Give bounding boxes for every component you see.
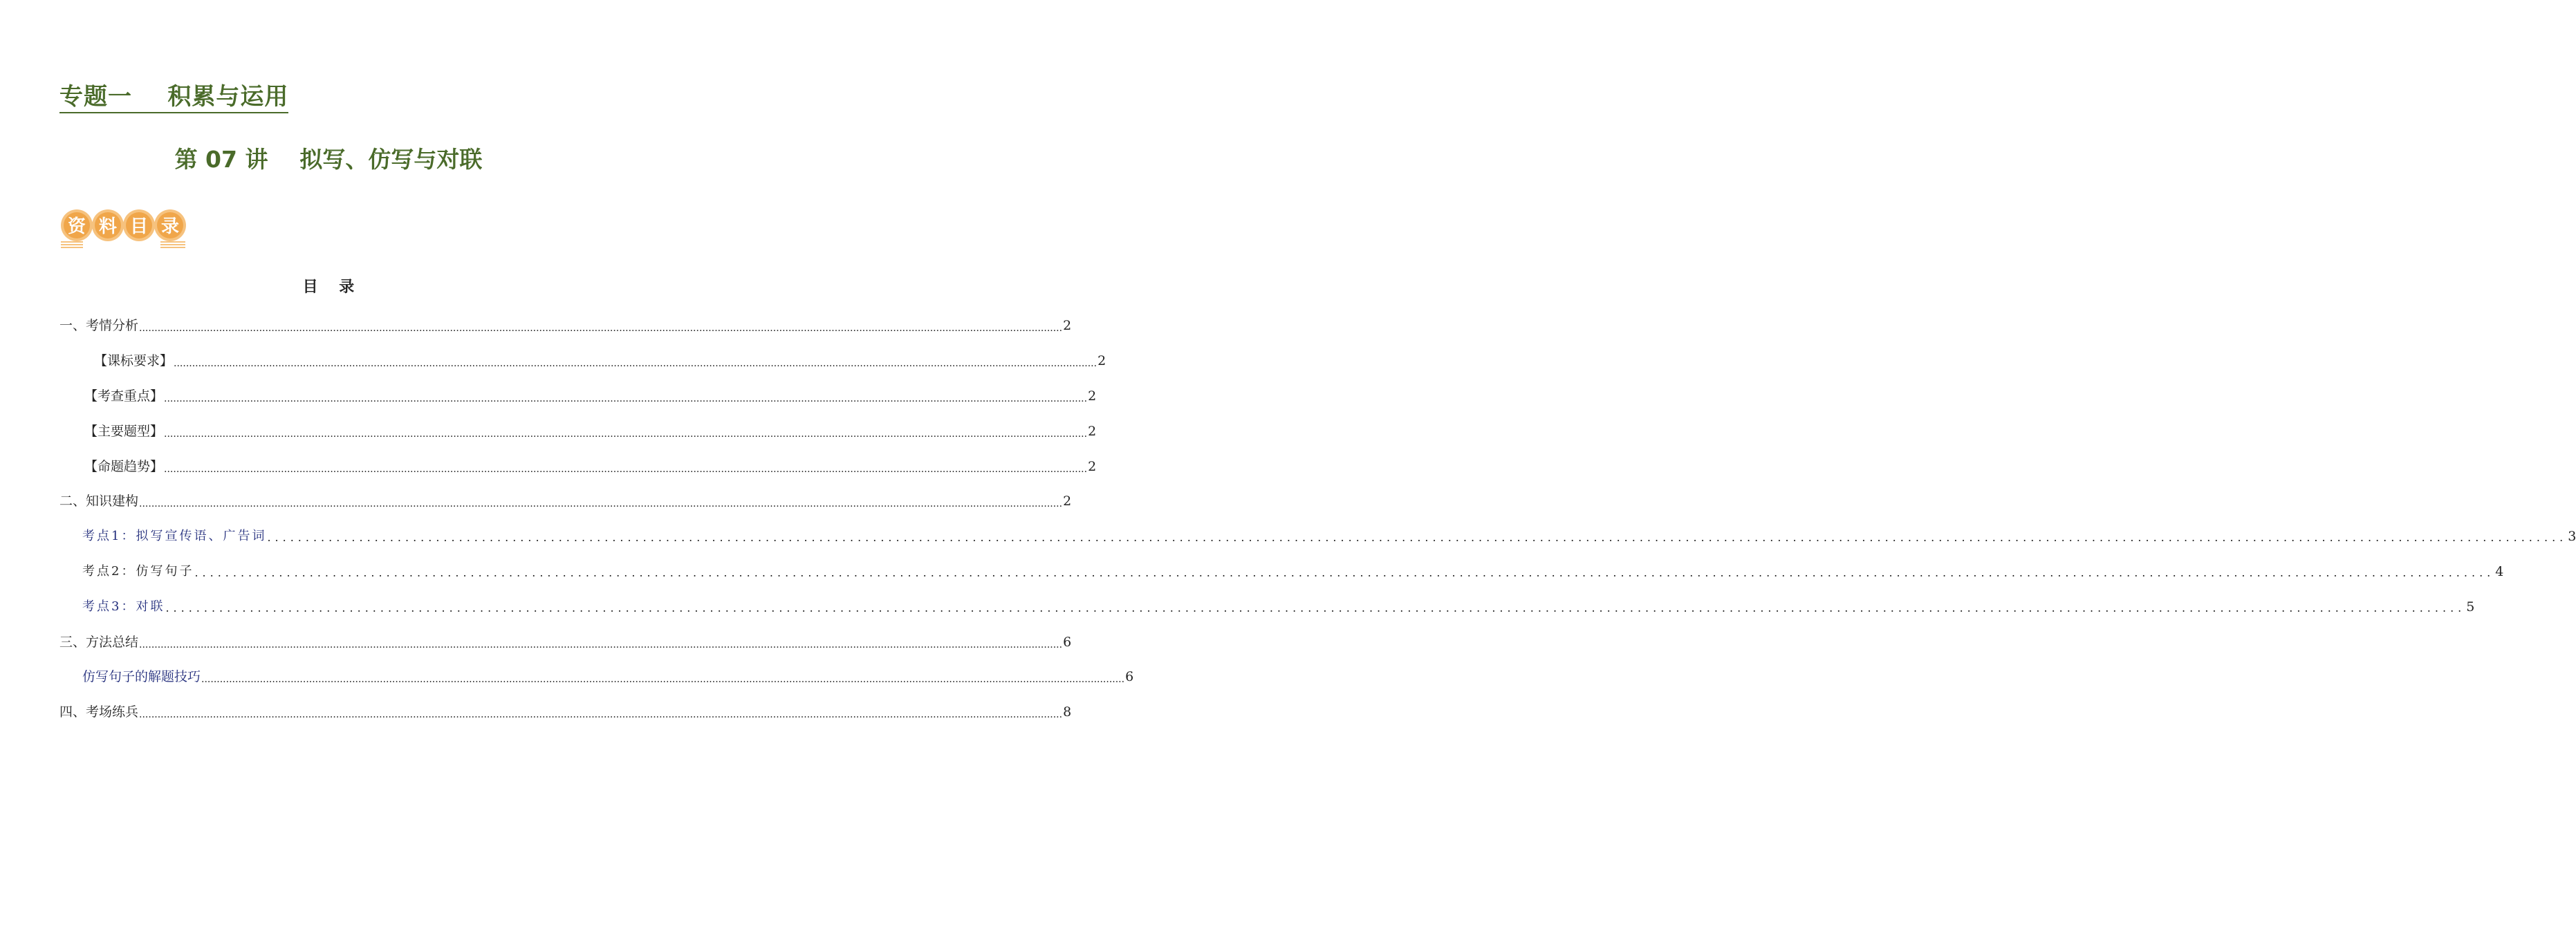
toc-entry-label: 【主要题型】 xyxy=(84,423,164,439)
toc-page-number: 2 xyxy=(1088,458,1097,474)
badge-char-2: 料 xyxy=(98,216,118,237)
badge-char-1: 资 xyxy=(67,216,86,237)
toc-page-number: 2 xyxy=(1097,353,1106,369)
toc-entry-label: 仿写句子的解题技巧 xyxy=(82,669,201,685)
toc-page-number: 6 xyxy=(1063,634,1072,650)
toc-page-number: 8 xyxy=(1063,704,1072,720)
badge-circle-2 xyxy=(92,209,124,241)
toc-page-number: 2 xyxy=(1088,388,1097,404)
toc-entry-label: 【课标要求】 xyxy=(94,353,174,369)
toc-entry-kaodian-3[interactable] xyxy=(59,589,2475,624)
toc-entry-label: 考点3：对联 xyxy=(82,599,165,614)
toc-page-number: 2 xyxy=(1063,318,1072,334)
toc-entry-label: 三、方法总结 xyxy=(59,634,139,650)
toc-entry-zhishi[interactable] xyxy=(59,484,1072,519)
toc-page-number: 6 xyxy=(1125,669,1134,685)
badge-circle-1 xyxy=(61,209,93,241)
badge-char-4: 录 xyxy=(160,216,180,237)
toc-page-number: 5 xyxy=(2466,599,2475,614)
badge-underline-right xyxy=(160,242,185,247)
toc-entry-lianbing[interactable] xyxy=(59,695,1072,730)
table-of-contents xyxy=(59,308,2576,730)
toc-leader-dots: ............................................................................................................................................................................................................................................................................................................ xyxy=(164,463,1088,475)
badge-char-3: 目 xyxy=(129,216,149,237)
toc-heading: 目 录 xyxy=(302,278,355,296)
toc-page-number: 2 xyxy=(1063,494,1072,509)
toc-entry-label: 【考查重点】 xyxy=(84,388,164,404)
toc-entry-label: 一、考情分析 xyxy=(59,318,139,334)
toc-leader-dots: ............................................................................................................................................................................................................................................................................................................ xyxy=(174,358,1097,370)
topic-title: 专题一 积累与运用 xyxy=(59,83,288,113)
toc-page-number: 2 xyxy=(1088,423,1097,439)
toc-leader-dots: ............................................................................................................................................................................................................................................................................................................ xyxy=(139,498,1063,510)
toc-entry-tixing[interactable] xyxy=(59,413,1097,449)
toc-entry-kaodian-1[interactable] xyxy=(59,519,2576,554)
toc-entry-label: 考点1：拟写宣传语、广告词 xyxy=(82,529,267,544)
toc-leader-dots: ............................................................................................................................................................................................................................................................................................................ xyxy=(267,531,2568,545)
badge-circle-3 xyxy=(123,209,155,241)
toc-entry-kebiao[interactable] xyxy=(59,344,1106,379)
badge-circle-4 xyxy=(154,209,186,241)
toc-entry-kaodian-2[interactable] xyxy=(59,554,2504,590)
badge-underline-left xyxy=(61,242,83,247)
toc-page-number: 3 xyxy=(2568,529,2576,545)
toc-leader-dots: ............................................................................................................................................................................................................................................................................................................ xyxy=(139,709,1063,721)
toc-leader-dots: ............................................................................................................................................................................................................................................................................................................ xyxy=(194,565,2495,579)
toc-leader-dots: ............................................................................................................................................................................................................................................................................................................ xyxy=(164,428,1088,440)
toc-leader-dots: ............................................................................................................................................................................................................................................................................................................ xyxy=(139,323,1063,335)
toc-entry-kaocha[interactable] xyxy=(59,379,1097,414)
contents-badge xyxy=(59,206,191,252)
toc-entry-label: 【命题趋势】 xyxy=(84,458,164,474)
toc-page-number: 4 xyxy=(2495,563,2504,579)
toc-entry-qushi[interactable] xyxy=(59,449,1097,484)
toc-entry-fangfa[interactable] xyxy=(59,624,1072,659)
toc-leader-dots: ............................................................................................................................................................................................................................................................................................................ xyxy=(165,601,2466,614)
toc-leader-dots: ............................................................................................................................................................................................................................................................................................................ xyxy=(164,393,1088,404)
lecture-title: 第 07 讲 拟写、仿写与对联 xyxy=(174,146,483,173)
toc-entry-label: 二、知识建构 xyxy=(59,494,139,509)
toc-entry-label: 考点2：仿写句子 xyxy=(82,563,194,579)
toc-entry-kaoqing[interactable] xyxy=(59,308,1072,344)
toc-entry-jiqiao[interactable] xyxy=(59,659,1134,695)
toc-entry-label: 四、考场练兵 xyxy=(59,704,139,720)
toc-leader-dots: ............................................................................................................................................................................................................................................................................................................ xyxy=(139,639,1063,650)
toc-leader-dots: ............................................................................................................................................................................................................................................................................................................ xyxy=(201,674,1125,686)
